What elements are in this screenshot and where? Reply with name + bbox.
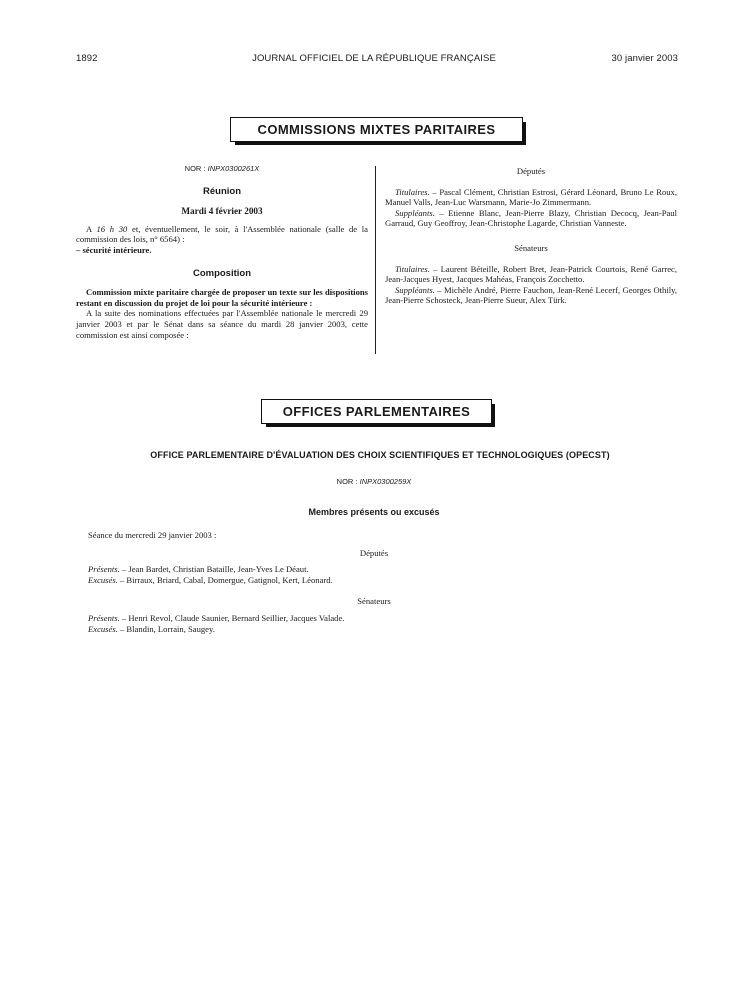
reunion-details: [76, 224, 368, 245]
deputes-titulaires: [385, 187, 677, 208]
excuses-label: Excusés.: [88, 624, 118, 634]
office-title: OFFICE PARLEMENTAIRE D'ÉVALUATION DES CHOIX SCIENTIFIQUES ET TECHNOLOGIQUES (OPECST): [150, 450, 610, 460]
presents-names: – Henri Revol, Claude Saunier, Bernard Seillier, Jacques Valade.: [119, 613, 345, 623]
nor-prefix: NOR :: [336, 477, 358, 486]
op-deputes-heading: Députés: [359, 548, 389, 558]
nor-prefix: NOR :: [184, 164, 206, 173]
members-heading: Membres présents ou excusés: [308, 507, 440, 517]
banner-label: OFFICES PARLEMENTAIRES: [282, 404, 471, 419]
suppleants-names: – Etienne Blanc, Jean-Pierre Blazy, Christian Decocq, Jean-Paul Garraud, Guy Geoffroy, Jean-Christophe Lagarde, Christian Vanneste.: [385, 207, 677, 229]
senateurs-heading: Sénateurs: [514, 242, 548, 253]
commissions-mixtes-paritaires-banner: [230, 117, 523, 142]
nor-reference: [0, 477, 748, 486]
nor-code: INPX0300259X: [359, 477, 412, 486]
reunion-text-a: A: [86, 223, 97, 234]
deputes-heading: Députés: [516, 166, 546, 176]
composition-text: A la suite des nominations effectuées par l'Assemblée nationale le mercredi 29 janvier 2003 et par le Sénat dans sa séance du mardi 28 janvier 2003, cette commission est ainsi composée :: [76, 308, 368, 340]
op-senateurs-excuses: [88, 624, 215, 635]
cmp-left-column: [76, 164, 368, 340]
page-number: 1892: [76, 53, 98, 64]
op-senateurs-heading: Sénateurs: [357, 596, 391, 606]
titulaires-label: Titulaires.: [395, 263, 430, 274]
titulaires-names: – Pascal Clément, Christian Estrosi, Gérard Léonard, Bruno Le Roux, Manuel Valls, Jean-Luc Warsmann, Marie-Jo Zimmermann.: [385, 186, 677, 208]
journal-title: JOURNAL OFFICIEL DE LA RÉPUBLIQUE FRANÇAISE: [252, 53, 496, 64]
presents-names: – Jean Bardet, Christian Bataille, Jean-Yves Le Déaut.: [119, 564, 309, 574]
presents-label: Présents.: [88, 613, 120, 623]
reunion-date: Mardi 4 février 2003: [181, 206, 263, 217]
op-deputes-excuses: [88, 575, 333, 586]
senateurs-titulaires: [385, 264, 677, 285]
cmp-right-column: [385, 166, 677, 306]
reunion-text-b: et, éventuellement, le soir, à l'Assemblée nationale (salle de la commission des lois, n° 6564) :: [76, 223, 368, 245]
agenda-item: – sécurité intérieure.: [76, 244, 152, 255]
suppleants-names: – Michèle André, Pierre Fauchon, Jean-René Lecerf, Georges Othily, Jean-Pierre Schosteck, Jean-Pierre Sueur, Alex Türk.: [385, 284, 677, 306]
excuses-label: Excusés.: [88, 575, 118, 585]
composition-heading: Composition: [192, 267, 252, 279]
composition-bold: Commission mixte paritaire chargée de proposer un texte sur les dispositions restant en discussion du projet de loi pour la sécurité intérieure :: [76, 287, 368, 308]
suppleants-label: Suppléants.: [395, 207, 435, 218]
offices-parlementaires-banner: [261, 399, 492, 424]
titulaires-names: – Laurent Béteille, Robert Bret, Jean-Patrick Courtois, René Garrec, Jean-Jacques Hyest, Jacques Mahéas, François Zocchetto.: [385, 263, 677, 285]
titulaires-label: Titulaires.: [395, 186, 430, 197]
excuses-names: – Birraux, Briard, Cabal, Domergue, Gatignol, Kert, Léonard.: [117, 575, 333, 585]
presents-label: Présents.: [88, 564, 120, 574]
column-divider: [375, 166, 376, 354]
excuses-names: – Blandin, Lorrain, Saugey.: [117, 624, 215, 634]
seance-date: Séance du mercredi 29 janvier 2003 :: [88, 530, 217, 540]
deputes-suppleants: [385, 208, 677, 229]
reunion-heading: Réunion: [203, 185, 241, 197]
op-senateurs-presents: [88, 613, 344, 624]
nor-reference: [76, 164, 368, 175]
nor-code: INPX0300261X: [207, 164, 260, 173]
op-deputes-presents: [88, 564, 309, 575]
senateurs-suppleants: [385, 285, 677, 306]
issue-date: 30 janvier 2003: [611, 53, 678, 64]
banner-label: COMMISSIONS MIXTES PARITAIRES: [257, 122, 496, 137]
reunion-time: 16 h 30: [96, 223, 128, 234]
suppleants-label: Suppléants.: [395, 284, 435, 295]
